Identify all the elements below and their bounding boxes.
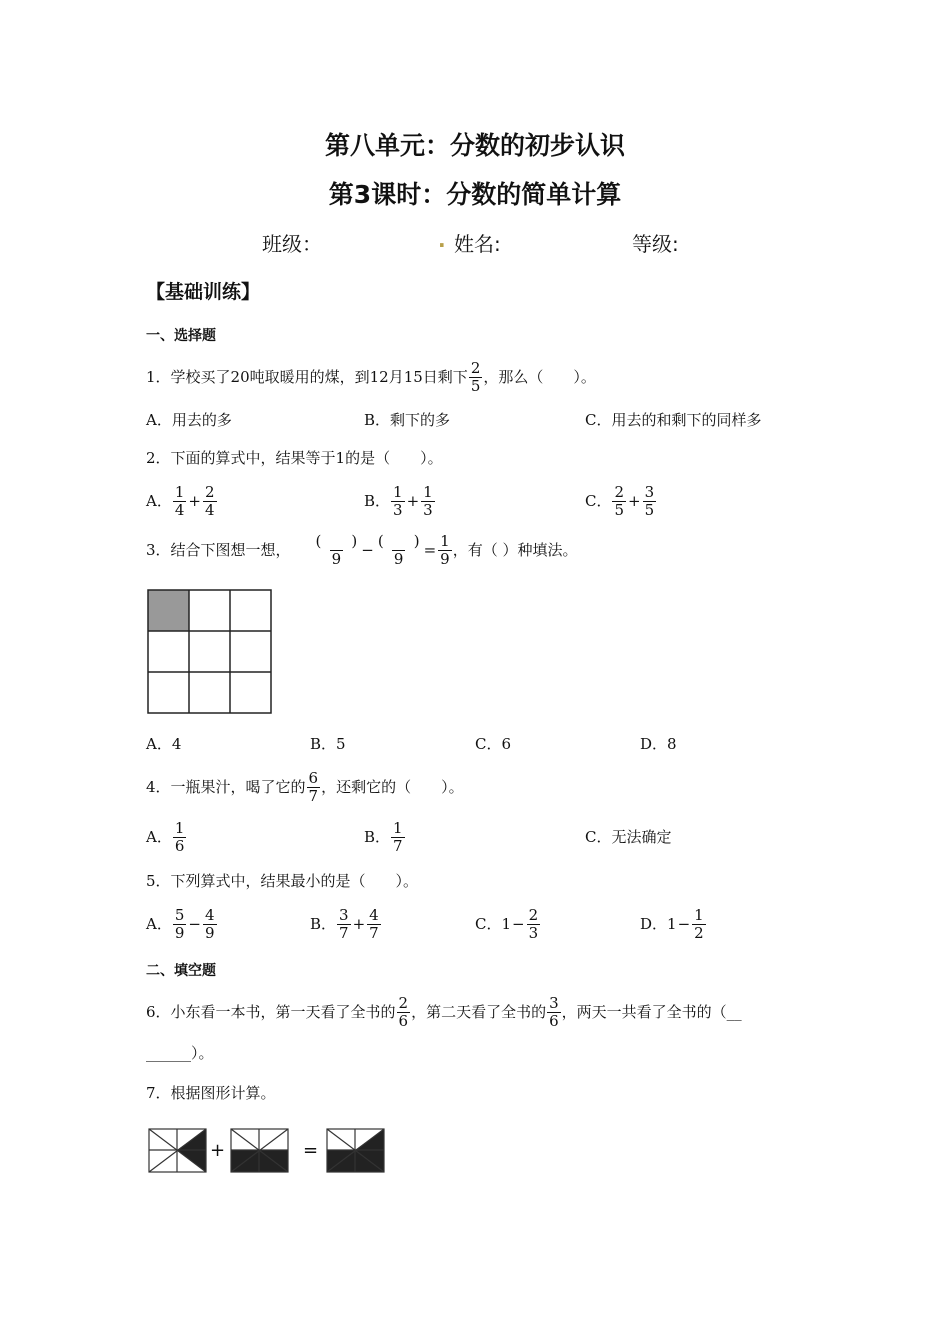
class-label: 班级：: [262, 232, 322, 256]
q1-option-c[interactable]: C．用去的和剩下的同样多: [585, 411, 762, 429]
q6-frac1: $\frac{2}{6}$: [398, 993, 409, 1030]
q7-plus: +: [210, 1140, 226, 1161]
question-1: [146, 357, 596, 397]
question-6: [146, 992, 742, 1032]
q1-stem-b: ，那么（ ）。: [483, 368, 596, 386]
q6-frac2: $\frac{3}{6}$: [549, 993, 559, 1030]
q3-grid-figure: [147, 589, 273, 715]
question-4: [146, 767, 464, 807]
q3-equals: =: [423, 541, 437, 559]
q2-c-label: C．: [585, 492, 612, 510]
q4-fraction: $\frac{6}{7}$: [308, 768, 319, 805]
q2-c-frac2: $\frac{3}{5}$: [644, 482, 655, 519]
q1-option-a[interactable]: A．用去的多: [146, 411, 232, 429]
q5-d-op: −: [677, 915, 691, 933]
q2-b-frac2: $\frac{1}{3}$: [423, 482, 433, 519]
q2-b-op: +: [406, 492, 420, 510]
q4-a-frac: $\frac{1}{6}$: [174, 818, 185, 855]
q1-fraction: [469, 360, 483, 395]
q3-blank-frac2[interactable]: $\frac{( )}{9}$: [377, 531, 420, 568]
q3-blank-frac1[interactable]: $\frac{( )}{9}$: [315, 531, 358, 568]
q5-a-frac2: $\frac{4}{9}$: [204, 905, 215, 942]
q1-frac-den: 5: [470, 376, 481, 395]
q1-stem-a: 1．学校买了20吨取暖用的煤，到12月15日剩下: [146, 368, 468, 386]
q5-option-c[interactable]: C． 1 − $\frac{2}{3}$: [475, 905, 539, 942]
q2-c-frac1: $\frac{2}{5}$: [614, 482, 625, 519]
q3-shaded-cell: [148, 590, 189, 631]
q2-b-label: B．: [364, 492, 391, 510]
q6-stem-b: ，第二天看了全书的: [411, 1003, 547, 1021]
q3-option-d[interactable]: D．8: [640, 735, 677, 753]
q5-d-one: 1: [667, 915, 677, 933]
grade-label: 等级:: [632, 232, 679, 256]
lesson-title: 第3课时：分数的简单计算: [328, 180, 622, 209]
q5-c-frac: $\frac{2}{3}$: [528, 905, 539, 942]
q4-option-b[interactable]: B． $\frac{1}{7}$: [364, 818, 403, 855]
q5-option-b[interactable]: B． $\frac{3}{7}$ + $\frac{4}{7}$: [310, 905, 379, 942]
q4-option-a[interactable]: A． $\frac{1}{6}$: [146, 818, 185, 855]
q3-blank1[interactable]: ( ): [315, 531, 358, 550]
q7-equals: =: [303, 1140, 319, 1161]
part1-title: 一、选择题: [146, 328, 216, 344]
q1-frac-num: 2: [470, 358, 481, 377]
q3-minus: −: [361, 541, 374, 559]
q2-a-label: A．: [146, 492, 172, 510]
q5-b-frac1: $\frac{3}{7}$: [339, 905, 349, 942]
q2-c-op: +: [628, 492, 641, 510]
q2-a-op: +: [188, 492, 201, 510]
separator-dot: .: [438, 228, 446, 252]
question-7: 7．根据图形计算。: [146, 1084, 276, 1102]
name-label: 姓名:: [454, 232, 501, 256]
q3-option-b[interactable]: B．5: [310, 735, 346, 753]
q3-stem-b: ，有（ ）种填法。: [452, 541, 578, 559]
q5-a-frac1: $\frac{5}{9}$: [174, 905, 185, 942]
q2-option-c[interactable]: [585, 481, 657, 521]
q5-option-a[interactable]: A． $\frac{5}{9}$ − $\frac{4}{9}$: [146, 905, 215, 942]
q2-option-b[interactable]: [364, 481, 436, 521]
section-title: 【基础训练】: [146, 281, 261, 303]
q5-b-op: +: [352, 915, 366, 933]
q5-c-one: 1: [501, 915, 512, 933]
question-3: [146, 528, 577, 572]
q4-b-frac: $\frac{1}{7}$: [393, 818, 403, 855]
q5-b-frac2: $\frac{4}{7}$: [369, 905, 379, 942]
question-2: 2．下面的算式中，结果等于1的是（ ）。: [146, 449, 443, 467]
q5-c-op: −: [512, 915, 525, 933]
q3-option-c[interactable]: C．6: [475, 735, 512, 753]
q2-b-frac1: $\frac{1}{3}$: [393, 482, 403, 519]
q3-blank2[interactable]: ( ): [377, 531, 420, 550]
unit-title: 第八单元：分数的初步认识: [324, 131, 625, 160]
q3-result-frac: $\frac{1}{9}$: [440, 531, 450, 568]
q5-d-frac: $\frac{1}{2}$: [694, 905, 704, 942]
q6-stem-a: 6．小东看一本书，第一天看了全书的: [146, 1003, 396, 1021]
q4-stem-b: ，还剩它的（ ）。: [321, 778, 464, 796]
q3-option-a[interactable]: A．4: [146, 735, 182, 753]
q5-option-d[interactable]: D． 1 − $\frac{1}{2}$: [640, 905, 704, 942]
q6-stem-c: ，两天一共看了全书的（__: [561, 1003, 742, 1021]
q2-option-a[interactable]: [146, 481, 218, 521]
q7-figure-1: [148, 1128, 208, 1173]
q5-a-op: −: [188, 915, 201, 933]
q3-stem-a: 3．结合下图想一想，: [146, 541, 291, 559]
part2-title: 二、填空题: [146, 963, 216, 979]
q1-option-b[interactable]: B．剩下的多: [364, 411, 451, 429]
q4-stem-a: 4．一瓶果汁，喝了它的: [146, 778, 306, 796]
q7-figure-2: [230, 1128, 290, 1173]
question-5: 5．下列算式中，结果最小的是（ ）。: [146, 872, 419, 890]
q2-a-frac2: $\frac{2}{4}$: [204, 482, 215, 519]
q6-answer-blank[interactable]: ______）。: [146, 1044, 214, 1062]
q7-figure-result: [326, 1128, 386, 1173]
q4-option-c[interactable]: C．无法确定: [585, 828, 672, 846]
q2-a-frac1: $\frac{1}{4}$: [174, 482, 185, 519]
